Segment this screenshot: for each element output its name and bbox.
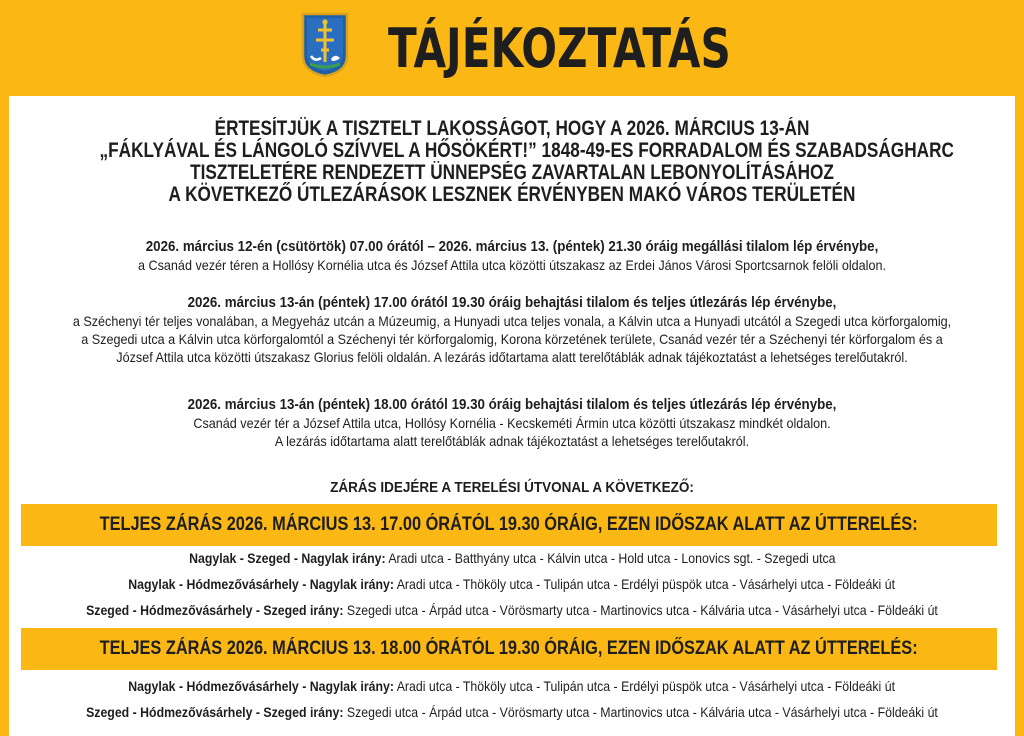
intro-line: A KÖVETKEZŐ ÚTLEZÁRÁSOK LESZNEK ÉRVÉNYBEN MAKÓ VÁROS TERÜLETÉN: [168, 183, 856, 206]
route-heading: ZÁRÁS IDEJÉRE A TERELÉSI ÚTVONAL A KÖVETKEZŐ:: [330, 479, 694, 496]
detour-route: [9, 702, 1015, 722]
closure-banner: [21, 504, 997, 546]
coat-of-arms-icon: [301, 12, 349, 78]
closure-banner-title: TELJES ZÁRÁS 2026. MÁRCIUS 13. 18.00 ÓRÁTÓL 19.30 ÓRÁIG, EZEN IDŐSZAK ALATT AZ ÚTTERELÉS:: [99, 638, 919, 659]
content-panel: [9, 96, 1015, 736]
route-path: Szegedi utca - Árpád utca - Vörösmarty utca - Martinovics utca - Kálvária utca - Vásárhelyi utca - Földeáki út: [346, 704, 938, 720]
page-title: TÁJÉKOZTATÁS: [388, 17, 731, 80]
detour-route: [9, 676, 1015, 696]
detour-route: [9, 548, 1015, 568]
notice-body-line: Csanád vezér tér a József Attila utca, Hollósy Kornélia - Kecskeméti Ármin utca közötti útszakasz mindkét oldalon.: [193, 415, 831, 431]
notice-closure-1800: [9, 396, 1015, 450]
route-direction: Szeged - Hódmezővásárhely - Szeged irány:: [86, 704, 344, 720]
notice-body-line: a Csanád vezér téren a Hollósy Kornélia utca és József Attila utca közötti útszakasz az Erdei János Városi Sportcsarnok felöli oldalon.: [138, 257, 886, 273]
header-band: [0, 0, 1024, 96]
notice-lead: 2026. március 13-án (péntek) 18.00 órától 19.30 óráig behajtási tilalom és teljes útlezárás lép érvénybe,: [187, 397, 837, 413]
detour-route: [9, 600, 1015, 620]
notice-body-line: A lezárás időtartama alatt terelőtáblák adnak tájékoztatást a lehetséges terelőutakról.: [274, 433, 750, 449]
closure-banner: [21, 628, 997, 670]
detour-route: [9, 574, 1015, 594]
route-path: Aradi utca - Thököly utca - Tulipán utca - Erdélyi püspök utca - Vásárhelyi utca - Földeáki út: [397, 576, 896, 592]
intro-line: TISZTELETÉRE RENDEZETT ÜNNEPSÉG ZAVARTALAN LEBONYOLÍTÁSÁHOZ: [190, 161, 834, 184]
route-direction: Nagylak - Hódmezővásárhely - Nagylak irány:: [128, 576, 395, 592]
intro-line: „FÁKLYÁVAL ÉS LÁNGOLÓ SZÍVVEL A HŐSÖKÉRT!” 1848-49-ES FORRADALOM ÉS SZABADSÁGHARC: [99, 139, 954, 162]
intro-line: ÉRTESÍTJÜK A TISZTELT LAKOSSÁGOT, HOGY A 2026. MÁRCIUS 13-ÁN: [214, 117, 810, 140]
route-direction: Szeged - Hódmezővásárhely - Szeged irány:: [86, 602, 344, 618]
route-path: Aradi utca - Thököly utca - Tulipán utca - Erdélyi püspök utca - Vásárhelyi utca - Földeáki út: [397, 678, 896, 694]
notice-closure-1700: [9, 294, 1015, 366]
notice-body-line: a Széchenyi tér teljes vonalában, a Megyeház utcán a Múzeumig, a Hunyadi utca teljes vonala, a Kálvin utca a Hunyadi utcától a Szegedi utca körforgalomig,: [72, 313, 952, 329]
route-path: Aradi utca - Batthyány utca - Kálvin utca - Hold utca - Lonovics sgt. - Szegedi utca: [388, 550, 836, 566]
route-direction: Nagylak - Hódmezővásárhely - Nagylak irány:: [128, 678, 395, 694]
route-direction: Nagylak - Szeged - Nagylak irány:: [188, 550, 386, 566]
notice-lead: 2026. március 13-án (péntek) 17.00 órától 19.30 óráig behajtási tilalom és teljes útlezárás lép érvénybe,: [187, 295, 837, 311]
route-path: Szegedi utca - Árpád utca - Vörösmarty utca - Martinovics utca - Kálvária utca - Vásárhelyi utca - Földeáki út: [346, 602, 938, 618]
notice-body-line: a Szegedi utca a Kálvin utca körforgalomtól a Széchenyi tér körforgalomig, Korona körzetének területe, Csanád vezér tér a Széchenyi tér körforgalom és a: [81, 331, 943, 347]
notice-stopping-ban: [9, 238, 1015, 274]
notice-body-line: József Attila utca közötti útszakasz Glorius felöli oldalán. A lezárás időtartama alatt terelőtáblák adnak tájékoztatást a lehetséges terelőutakról.: [116, 349, 908, 365]
notice-lead: 2026. március 12-én (csütörtök) 07.00 órától – 2026. március 13. (péntek) 21.30 óráig megállási tilalom lép érvénybe,: [145, 239, 879, 255]
intro-heading: [9, 118, 1015, 206]
closure-banner-title: TELJES ZÁRÁS 2026. MÁRCIUS 13. 17.00 ÓRÁTÓL 19.30 ÓRÁIG, EZEN IDŐSZAK ALATT AZ ÚTTERELÉS:: [99, 514, 919, 535]
